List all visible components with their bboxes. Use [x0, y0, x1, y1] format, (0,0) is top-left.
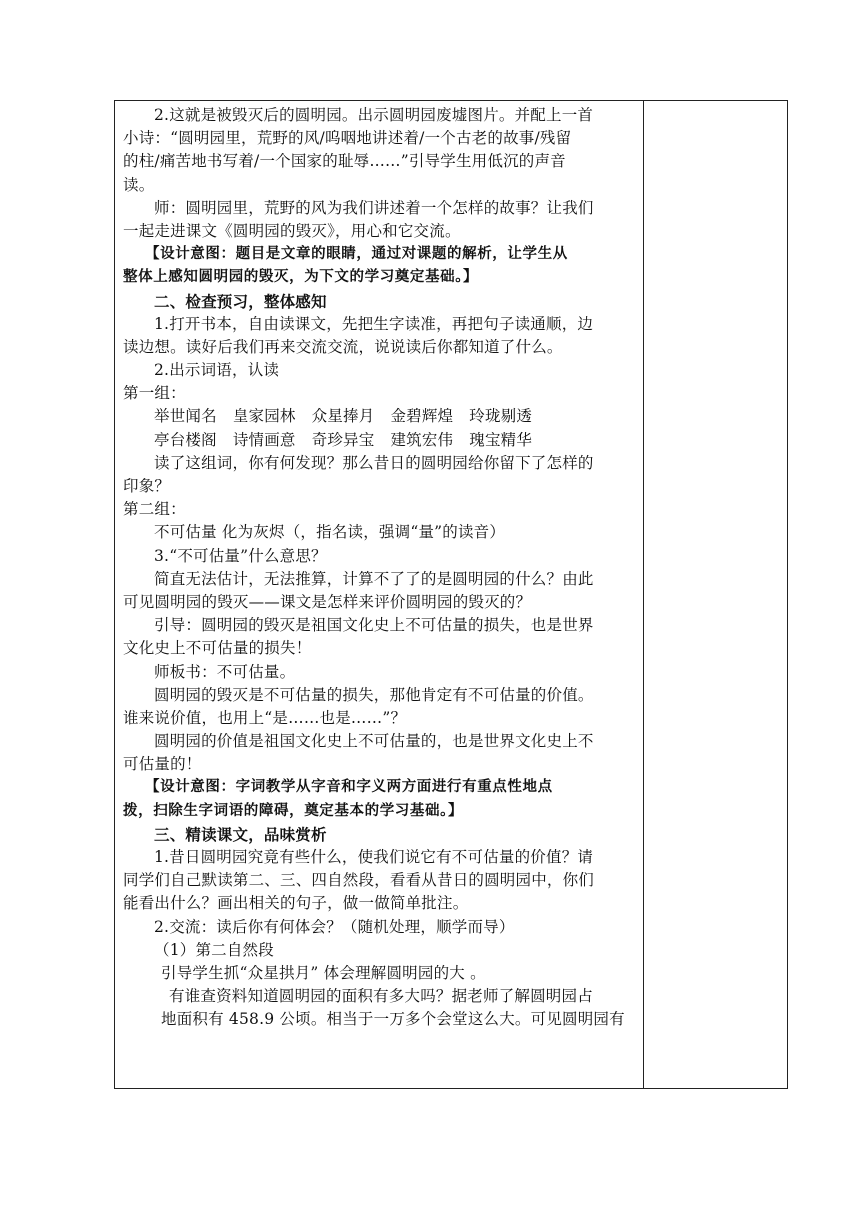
text-line: 3.“不可估量”什么意思？	[154, 546, 327, 565]
vocab-word: 众星捧月	[311, 407, 375, 426]
word-group-row	[123, 405, 637, 428]
text-line: 读边想。读好后我们再来交流交流，说说读后你都知道了什么。	[123, 337, 563, 356]
text-line: 可见圆明园的毁灭——课文是怎样来评价圆明园的毁灭的？	[123, 592, 532, 611]
text-line: 读了这组词，你有何发现？那么昔日的圆明园给你留下了怎样的	[154, 453, 594, 472]
vocab-word: 亭台楼阁	[154, 430, 217, 449]
notes-column-cell	[644, 101, 787, 1088]
design-intent-note: 【设计意图：字词教学从字音和字义两方面进行有重点性地点	[145, 779, 553, 796]
text-line: 一起走进课文《圆明园的毁灭》，用心和它交流。	[123, 221, 461, 240]
lesson-plan-table	[114, 100, 788, 1089]
word-group-row	[123, 429, 637, 452]
vocab-word: 玲珑剔透	[469, 407, 533, 426]
text-line: （1）第二自然段	[154, 940, 274, 959]
vocab-word: 皇家园林	[232, 407, 296, 426]
vocab-word: 瑰宝精华	[469, 430, 533, 449]
text-line: 第一组：	[123, 384, 186, 403]
design-intent-note: 【设计意图：题目是文章的眼睛，通过对课题的解析，让学生从	[145, 246, 568, 263]
text-line: 简直无法估计，无法推算，计算不了了的是圆明园的什么？由此	[154, 569, 594, 588]
vocab-word: 举世闻名	[154, 407, 217, 426]
vocab-word: 奇珍异宝	[311, 430, 375, 449]
text-line: 第二组：	[123, 500, 186, 519]
section-heading: 三、精读课文，品味赏析	[154, 824, 327, 844]
text-line: 读。	[123, 175, 155, 194]
text-line: 引导：圆明园的毁灭是祖国文化史上不可估量的损失，也是世界	[154, 616, 594, 635]
text-line: 不可估量 化为灰烬（，指名读，强调“量”的读音）	[154, 523, 506, 542]
text-line: 地面积有 458.9 公顷。相当于一万多个会堂这么大。可见圆明园有	[161, 1010, 625, 1029]
vocab-word: 金碧辉煌	[390, 407, 454, 426]
text-line: 有谁查资料知道圆明园的面积有多大吗？据老师了解圆明园占	[169, 987, 593, 1006]
text-line: 师：圆明园里，荒野的风为我们讲述着一个怎样的故事？让我们	[154, 198, 594, 217]
text-line: 2.这就是被毁灭后的圆明园。出示圆明园废墟图片。并配上一首	[154, 106, 594, 124]
design-intent-note: 整体上感知圆明园的毁灭，为下文的学习奠定基础。】	[123, 269, 479, 286]
main-content-cell	[115, 101, 643, 1032]
text-line: 能看出什么？画出相关的句子，做一做简单批注。	[123, 894, 469, 913]
text-line: 的柱/痛苦地书写着/一个国家的耻辱……”引导学生用低沉的声音	[123, 152, 566, 171]
text-line: 可估量的！	[123, 755, 202, 774]
vocab-word: 诗情画意	[232, 430, 296, 449]
text-line: 同学们自己默读第二、三、四自然段，看看从昔日的圆明园中，你们	[123, 871, 595, 890]
text-line: 文化史上不可估量的损失！	[123, 639, 312, 658]
text-line: 2.交流：读后你有何体会？（随机处理，顺学而导）	[154, 917, 515, 936]
design-intent-note: 拨，扫除生字词语的障碍，奠定基本的学习基础。】	[123, 802, 464, 819]
section-heading: 二、检查预习，整体感知	[154, 291, 327, 311]
text-line: 引导学生抓“众星拱月” 体会理解圆明园的大 。	[161, 963, 486, 982]
text-line: 小诗：“圆明园里，荒野的风/呜咽地讲述着/一个古老的故事/残留	[123, 129, 572, 148]
text-line: 谁来说价值，也用上“是……也是……”？	[123, 708, 407, 727]
text-line: 1.昔日圆明园究竟有些什么，使我们说它有不可估量的价值？请	[154, 848, 594, 866]
text-line: 印象？	[123, 477, 171, 495]
text-line: 1.打开书本，自由读课文，先把生字读准，再把句子读通顺，边	[154, 314, 594, 333]
text-line: 2.出示词语，认读	[154, 361, 280, 380]
vocab-word: 建筑宏伟	[390, 430, 454, 449]
text-line: 圆明园的价值是祖国文化史上不可估量的，也是世界文化史上不	[154, 732, 594, 751]
text-line: 圆明园的毁灭是不可估量的损失，那他肯定有不可估量的价值。	[154, 685, 594, 704]
text-line: 师板书：不可估量。	[154, 662, 296, 681]
